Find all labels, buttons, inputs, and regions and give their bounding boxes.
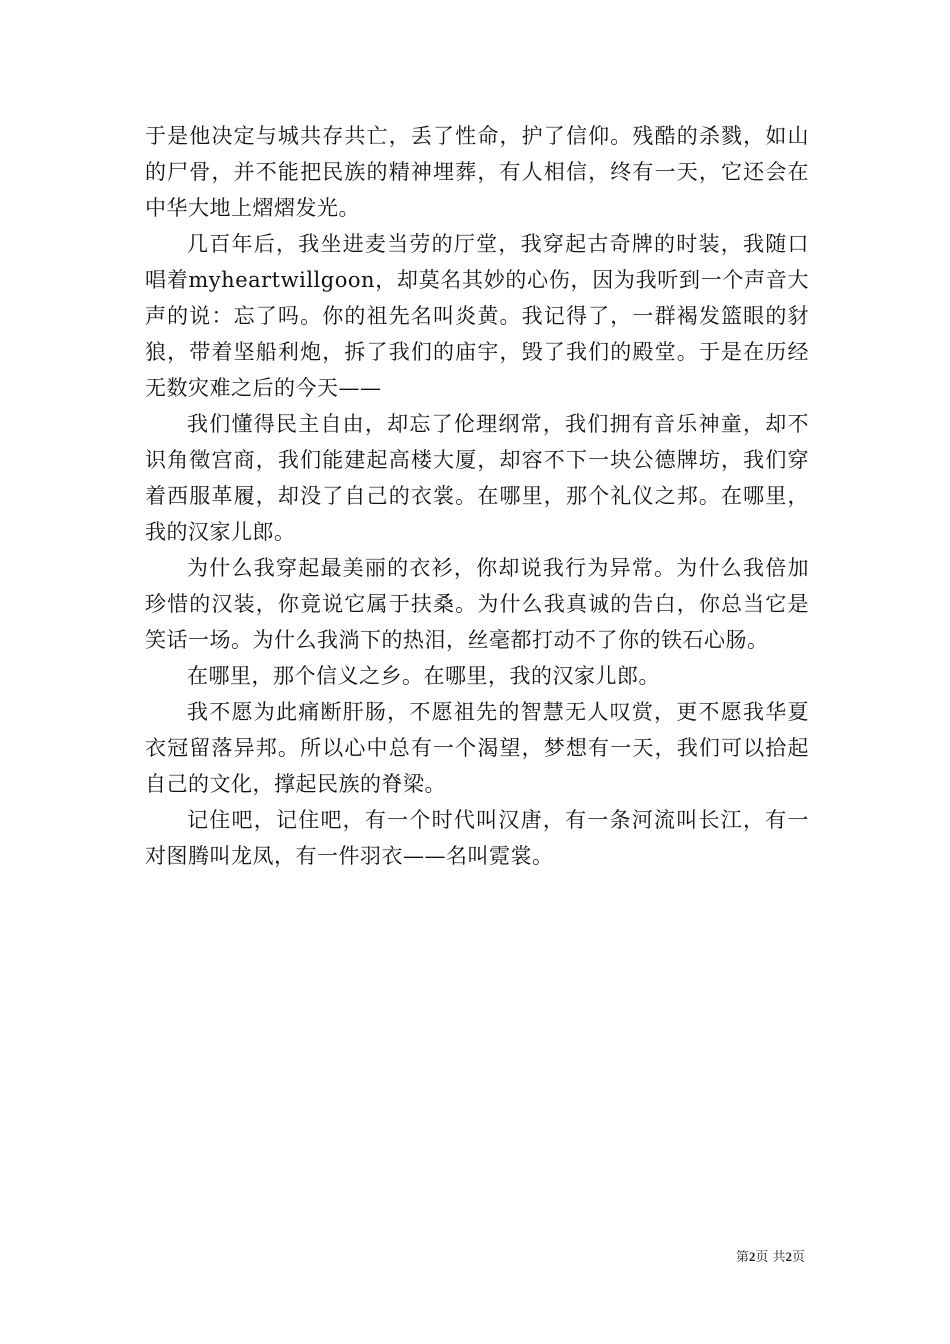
footer-total-pages: 2 bbox=[785, 1249, 792, 1264]
paragraph-5: 在哪里，那个信义之乡。在哪里，我的汉家儿郎。 bbox=[187, 664, 660, 688]
page-number-footer bbox=[736, 1246, 805, 1265]
footer-prefix: 第 bbox=[735, 1250, 749, 1265]
paragraph-7: 记住吧，记住吧，有一个时代叫汉唐，有一条河流叫长江，有一对图腾叫龙凤，有一件羽衣——名叫霓裳。 bbox=[145, 808, 809, 868]
document-body bbox=[145, 118, 809, 874]
footer-current-page: 2 bbox=[748, 1249, 756, 1264]
paragraph-2: 几百年后，我坐进麦当劳的厅堂，我穿起古奇牌的时装，我随口唱着myheartwillgoon，却莫名其妙的心伤，因为我听到一个声音大声的说：忘了吗。你的祖先名叫炎黄。我记得了，一群褐发篮眼的豺狼，带着坚船利炮，拆了我们的庙宇，毁了我们的殿堂。于是在历经无数灾难之后的今天—— bbox=[145, 232, 809, 400]
paragraph-3: 我们懂得民主自由，却忘了伦理纲常，我们拥有音乐神童，却不识角徵宫商，我们能建起高楼大厦，却容不下一块公德牌坊，我们穿着西服革履，却没了自己的衣裳。在哪里，那个礼仪之邦。在哪里，我的汉家儿郎。 bbox=[145, 412, 809, 544]
paragraph-1: 于是他决定与城共存共亡，丢了性命，护了信仰。残酷的杀戮，如山的尸骨，并不能把民族的精神埋葬，有人相信，终有一天，它还会在中华大地上熠熠发光。 bbox=[145, 124, 809, 220]
paragraph-6: 我不愿为此痛断肝肠，不愿祖先的智慧无人叹赏，更不愿我华夏衣冠留落异邦。所以心中总有一个渴望，梦想有一天，我们可以拾起自己的文化，撑起民族的脊梁。 bbox=[145, 700, 809, 796]
footer-suffix: 页 bbox=[791, 1250, 805, 1265]
footer-middle: 页 共 bbox=[755, 1250, 786, 1265]
paragraph-4: 为什么我穿起最美丽的衣衫，你却说我行为异常。为什么我倍加珍惜的汉装，你竟说它属于扶桑。为什么我真诚的告白，你总当它是笑话一场。为什么我淌下的热泪，丝毫都打动不了你的铁石心肠。 bbox=[145, 556, 809, 652]
